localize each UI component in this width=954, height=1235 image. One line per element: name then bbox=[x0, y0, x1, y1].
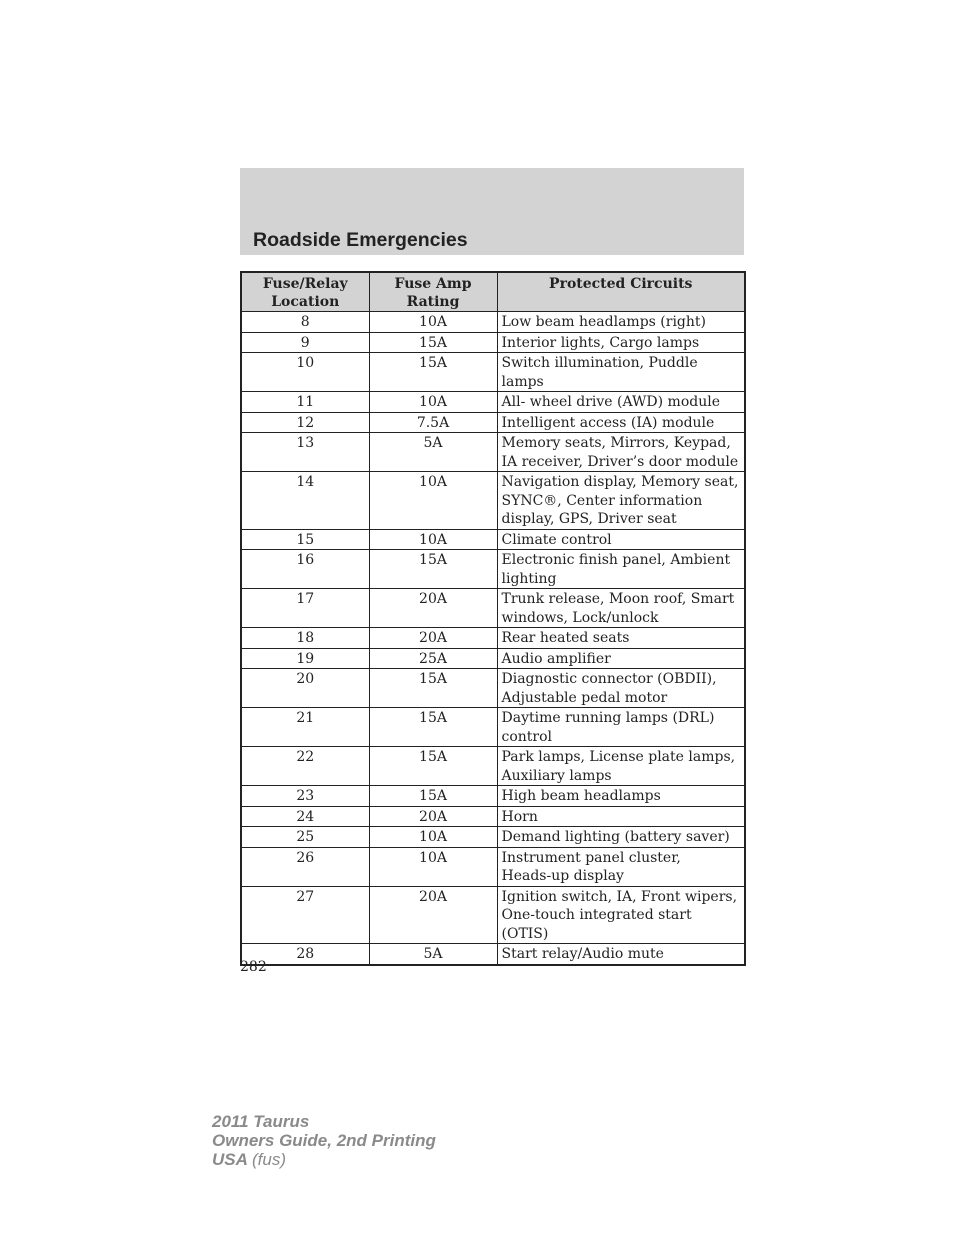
table-row bbox=[241, 747, 745, 786]
fuse-location-cell: 8 bbox=[241, 312, 369, 333]
protected-circuits-cell bbox=[497, 886, 745, 944]
fuse-location-cell: 11 bbox=[241, 392, 369, 413]
fuse-rating-cell: 15A bbox=[369, 708, 497, 747]
table-row bbox=[241, 886, 745, 944]
table-row bbox=[241, 412, 745, 433]
circuit-line: Heads-up display bbox=[501, 868, 624, 884]
fuse-rating-cell: 20A bbox=[369, 589, 497, 628]
fuse-location-cell: 13 bbox=[241, 433, 369, 472]
fuse-rating-cell: 10A bbox=[369, 392, 497, 413]
fuse-rating-cell: 15A bbox=[369, 669, 497, 708]
footer bbox=[212, 1112, 436, 1169]
circuit-line: Daytime running lamps (DRL) bbox=[501, 710, 715, 726]
fuse-location-cell: 27 bbox=[241, 886, 369, 944]
circuit-line: Electronic finish panel, Ambient bbox=[501, 552, 731, 568]
fuse-rating-cell: 20A bbox=[369, 806, 497, 827]
fuse-rating-cell: 15A bbox=[369, 550, 497, 589]
fuse-location-cell: 10 bbox=[241, 353, 369, 392]
circuit-line: All- wheel drive (AWD) module bbox=[501, 394, 720, 410]
circuit-line: Navigation display, Memory seat, bbox=[501, 474, 739, 490]
fuse-rating-cell: 10A bbox=[369, 847, 497, 886]
column-header-rating: Fuse Amp Rating bbox=[369, 272, 497, 312]
table-row bbox=[241, 589, 745, 628]
fuse-rating-cell: 15A bbox=[369, 786, 497, 807]
fuse-rating-cell: 10A bbox=[369, 312, 497, 333]
protected-circuits-cell bbox=[497, 529, 745, 550]
circuit-line: Climate control bbox=[501, 531, 612, 548]
fuse-table bbox=[240, 271, 746, 966]
circuit-line: High beam headlamps bbox=[501, 788, 661, 804]
circuit-line: Instrument panel cluster, bbox=[501, 849, 681, 866]
protected-circuits-cell bbox=[497, 847, 745, 886]
protected-circuits-cell bbox=[497, 332, 745, 353]
circuit-line: Ignition switch, IA, Front wipers, bbox=[501, 888, 738, 905]
protected-circuits-cell bbox=[497, 648, 745, 669]
circuit-line: SYNC®, Center information bbox=[501, 492, 703, 509]
table-row bbox=[241, 847, 745, 886]
circuit-line: Memory seats, Mirrors, Keypad, bbox=[501, 435, 731, 451]
protected-circuits-cell bbox=[497, 392, 745, 413]
table-row bbox=[241, 550, 745, 589]
fuse-location-cell: 21 bbox=[241, 708, 369, 747]
protected-circuits-cell bbox=[497, 786, 745, 807]
fuse-rating-cell: 25A bbox=[369, 648, 497, 669]
circuit-line: Diagnostic connector (OBDII), bbox=[501, 671, 717, 687]
protected-circuits-cell bbox=[497, 589, 745, 628]
circuit-line: Horn bbox=[501, 808, 538, 825]
column-header-location: Fuse/Relay Location bbox=[241, 272, 369, 312]
fuse-location-cell: 24 bbox=[241, 806, 369, 827]
protected-circuits-cell bbox=[497, 628, 745, 649]
fuse-rating-cell: 15A bbox=[369, 353, 497, 392]
table-row bbox=[241, 392, 745, 413]
fuse-location-cell: 12 bbox=[241, 412, 369, 433]
fuse-rating-cell: 10A bbox=[369, 472, 497, 530]
column-header-circuits: Protected Circuits bbox=[497, 272, 745, 312]
protected-circuits-cell bbox=[497, 312, 745, 333]
circuit-line: IA receiver, Driver’s door module bbox=[501, 453, 739, 470]
fuse-rating-cell: 5A bbox=[369, 944, 497, 965]
table-row bbox=[241, 353, 745, 392]
fuse-location-cell: 17 bbox=[241, 589, 369, 628]
circuit-line: display, GPS, Driver seat bbox=[501, 511, 677, 527]
footer-guide: Owners Guide, 2nd Printing bbox=[212, 1131, 436, 1150]
circuit-line: Intelligent access (IA) module bbox=[501, 414, 715, 431]
fuse-rating-cell: 15A bbox=[369, 747, 497, 786]
table-row bbox=[241, 648, 745, 669]
section-title: Roadside Emergencies bbox=[253, 229, 468, 251]
circuit-line: Adjustable pedal motor bbox=[501, 689, 668, 706]
page-number: 282 bbox=[240, 959, 267, 975]
section-header bbox=[240, 168, 744, 255]
table-row bbox=[241, 786, 745, 807]
fuse-location-cell: 9 bbox=[241, 332, 369, 353]
circuit-line: Switch illumination, Puddle lamps bbox=[501, 355, 698, 390]
circuit-line: Start relay/Audio mute bbox=[501, 946, 664, 962]
circuit-line: lighting bbox=[501, 570, 557, 587]
table-row bbox=[241, 827, 745, 848]
fuse-rating-cell: 20A bbox=[369, 886, 497, 944]
table-row bbox=[241, 312, 745, 333]
table-row bbox=[241, 332, 745, 353]
footer-model: 2011 Taurus bbox=[212, 1112, 310, 1131]
protected-circuits-cell bbox=[497, 806, 745, 827]
protected-circuits-cell bbox=[497, 412, 745, 433]
protected-circuits-cell bbox=[497, 433, 745, 472]
fuse-location-cell: 26 bbox=[241, 847, 369, 886]
circuit-line: control bbox=[501, 728, 553, 745]
fuse-location-cell: 19 bbox=[241, 648, 369, 669]
circuit-line: Auxiliary lamps bbox=[501, 767, 612, 784]
fuse-location-cell: 28 bbox=[241, 944, 369, 965]
fuse-location-cell: 23 bbox=[241, 786, 369, 807]
fuse-location-cell: 18 bbox=[241, 628, 369, 649]
circuit-line: Interior lights, Cargo lamps bbox=[501, 334, 700, 351]
protected-circuits-cell bbox=[497, 353, 745, 392]
table-row bbox=[241, 433, 745, 472]
protected-circuits-cell bbox=[497, 550, 745, 589]
fuse-rating-cell: 10A bbox=[369, 827, 497, 848]
fuse-location-cell: 20 bbox=[241, 669, 369, 708]
protected-circuits-cell bbox=[497, 827, 745, 848]
fuse-location-cell: 22 bbox=[241, 747, 369, 786]
fuse-location-cell: 14 bbox=[241, 472, 369, 530]
fuse-rating-cell: 5A bbox=[369, 433, 497, 472]
table-row bbox=[241, 628, 745, 649]
table-row bbox=[241, 708, 745, 747]
table-row bbox=[241, 806, 745, 827]
table-header-row bbox=[241, 272, 745, 312]
circuit-line: Low beam headlamps (right) bbox=[501, 314, 706, 330]
fuse-location-cell: 15 bbox=[241, 529, 369, 550]
fuse-rating-cell: 10A bbox=[369, 529, 497, 550]
footer-region: USA (fus) bbox=[212, 1150, 286, 1169]
fuse-rating-cell: 15A bbox=[369, 332, 497, 353]
circuit-line: Park lamps, License plate lamps, bbox=[501, 749, 736, 765]
circuit-line: Audio amplifier bbox=[501, 650, 611, 667]
fuse-rating-cell: 20A bbox=[369, 628, 497, 649]
fuse-location-cell: 25 bbox=[241, 827, 369, 848]
fuse-rating-cell: 7.5A bbox=[369, 412, 497, 433]
circuit-line: Rear heated seats bbox=[501, 630, 630, 646]
protected-circuits-cell bbox=[497, 944, 745, 965]
protected-circuits-cell bbox=[497, 747, 745, 786]
protected-circuits-cell bbox=[497, 669, 745, 708]
table-row bbox=[241, 944, 745, 965]
table-row bbox=[241, 669, 745, 708]
circuit-line: Trunk release, Moon roof, Smart bbox=[501, 591, 735, 607]
table-row bbox=[241, 529, 745, 550]
table-row bbox=[241, 472, 745, 530]
protected-circuits-cell bbox=[497, 472, 745, 530]
circuit-line: Demand lighting (battery saver) bbox=[501, 829, 730, 845]
circuit-line: One-touch integrated start (OTIS) bbox=[501, 907, 692, 942]
protected-circuits-cell bbox=[497, 708, 745, 747]
fuse-location-cell: 16 bbox=[241, 550, 369, 589]
circuit-line: windows, Lock/unlock bbox=[501, 609, 659, 626]
